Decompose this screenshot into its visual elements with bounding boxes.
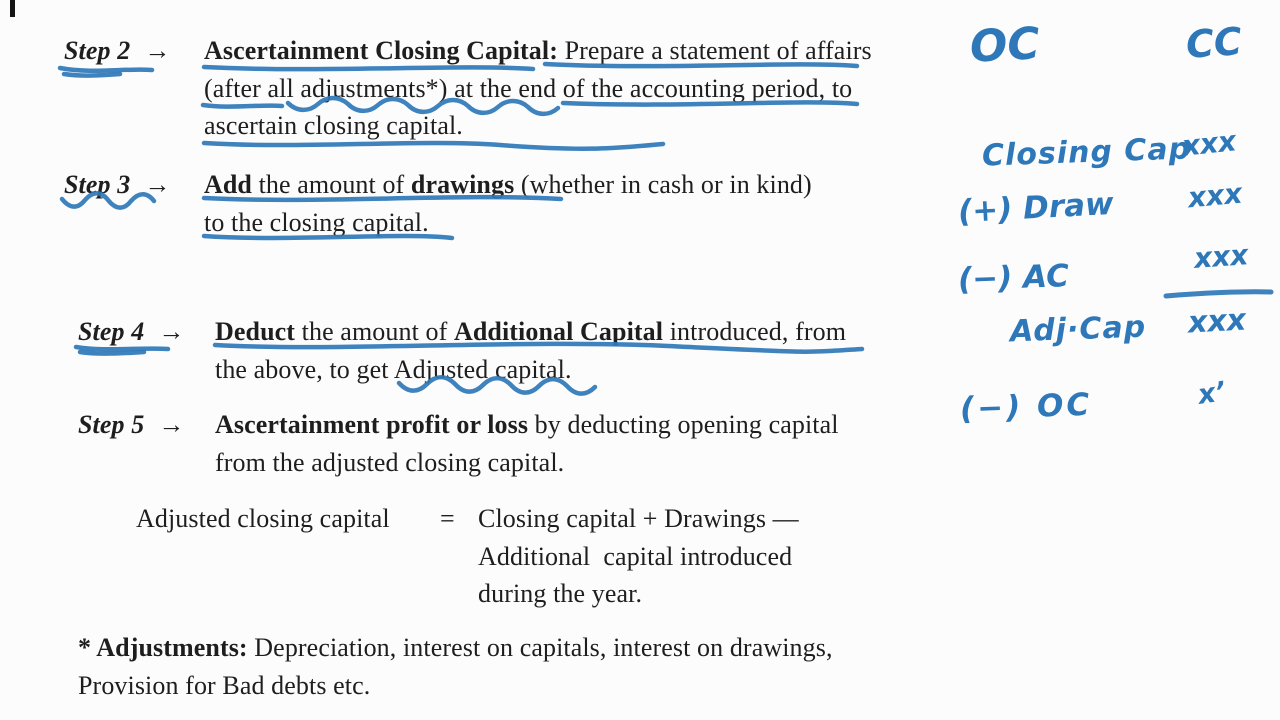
step5-rest: by deducting opening capital from the adjusted closing capital. (215, 410, 839, 477)
formula-rhs (478, 500, 799, 613)
formula-block (136, 500, 799, 613)
handwritten-opening-capital-header: OC (968, 18, 1041, 73)
step4-bold2: Additional Capital (453, 317, 664, 346)
step4-mid: the amount of (295, 317, 454, 346)
step4-label (78, 313, 184, 351)
formula-equals-sign: = (440, 504, 455, 533)
step3-mid: the amount of (252, 170, 411, 199)
step3-bold: Add (204, 170, 252, 199)
step3-arrow-icon: → (144, 170, 171, 199)
formula-lhs: Adjusted closing capital (136, 504, 390, 533)
step5-label (78, 406, 184, 444)
step3-number: Step 3 (64, 170, 131, 199)
step5-text (215, 406, 883, 481)
step2-bold: Ascertainment Closing Capital: (204, 36, 558, 65)
scan-artifact-mark (10, 0, 15, 17)
handwritten-partial-amount: x’ (1195, 376, 1228, 411)
underline-step4-label-stroke2 (80, 352, 144, 354)
step5-arrow-icon: → (158, 410, 185, 439)
footnote-bold: * Adjustments: (78, 633, 248, 662)
footnote (78, 629, 878, 704)
step3-bold2: drawings (410, 170, 515, 199)
formula-rhs-line2: Additional capital introduced (478, 541, 793, 571)
handwritten-adjusted-cap-amount: xxx (1187, 302, 1247, 341)
step4-arrow-icon: → (158, 317, 185, 346)
step2-label (64, 32, 170, 70)
handwritten-closing-cap-label: Closing Cap (981, 131, 1192, 174)
underline-step2-label-stroke2 (64, 74, 120, 76)
step4-number: Step 4 (78, 317, 145, 346)
step2-rest: Prepare a statement of affairs (after all adjustments*) at the end of the accounting period, to ascertain closing capital. (204, 36, 872, 140)
handwritten-adjusted-cap-label: Adj·Cap (1009, 309, 1147, 350)
formula-rhs-line3: during the year. (478, 579, 643, 608)
handwritten-add-drawings-label: (+) Draw (957, 185, 1115, 231)
formula-rhs-line1: Closing capital + Drawings — (478, 504, 799, 533)
step4-bold: Deduct (215, 317, 296, 346)
handwritten-closing-cap-amount: xxx (1180, 124, 1238, 163)
step3-label (64, 166, 170, 204)
handwritten-less-opening-capital-label: (−) OC (959, 386, 1093, 428)
step3-rest: (whether in cash or in kind) to the closing capital. (204, 170, 812, 237)
step5-bold: Ascertainment profit or loss (215, 410, 529, 439)
step4-rest: introduced, from the above, to get Adjusted capital. (215, 317, 847, 384)
step2-number: Step 2 (64, 36, 131, 65)
handwritten-drawings-amount: xxx (1186, 176, 1244, 215)
step2-arrow-icon: → (144, 36, 171, 65)
step3-text (204, 166, 812, 241)
handwritten-less-additional-capital-label: (−) AC (957, 258, 1070, 298)
step2-text (204, 32, 876, 145)
footnote-rest: Depreciation, interest on capitals, interest on drawings, Provision for Bad debts etc. (78, 633, 833, 700)
step5-number: Step 5 (78, 410, 145, 439)
handwritten-total-line (1166, 292, 1271, 296)
handwritten-closing-capital-header: CC (1184, 19, 1244, 67)
handwritten-additional-capital-amount: xxx (1192, 238, 1250, 275)
step4-text (215, 313, 867, 388)
